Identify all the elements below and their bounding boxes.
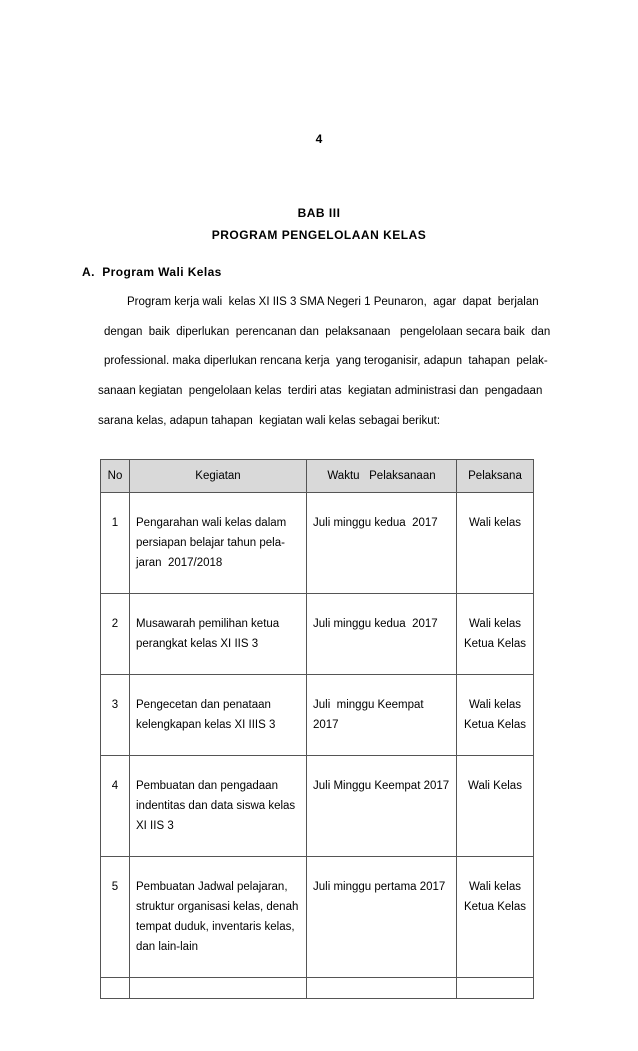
cell-kegiatan [130,857,307,978]
cell-kegiatan [130,756,307,857]
pelaksana-line: Wali kelas [469,517,521,529]
kegiatan-line: jaran 2017/2018 [136,557,223,569]
cell-kegiatan [130,675,307,756]
chapter-subtitle: PROGRAM PENGELOLAAN KELAS [211,228,427,242]
cell-pelaksana [457,493,534,594]
cell-empty [101,978,130,999]
table-header-row [101,460,534,493]
kegiatan-line: Pengecetan dan penataan [136,699,271,711]
kegiatan-line: persiapan belajar tahun pela- [136,537,285,549]
cell-empty [130,978,307,999]
cell-kegiatan [130,493,307,594]
kegiatan-line: struktur organisasi kelas, denah [136,901,299,913]
chapter-title: BAB III [297,206,341,220]
paragraph-line: professional. maka diperlukan rencana kerja yang teroganisir, adapun tahapan pelak- [104,355,548,367]
row-number: 4 [111,780,119,792]
pelaksana-line: Wali Kelas [468,780,522,792]
cell-no [101,675,130,756]
header-kegiatan: Kegiatan [130,460,307,493]
section-heading: A. Program Wali Kelas [82,265,222,279]
row-number: 5 [111,881,119,893]
page-number: 4 [315,132,323,146]
paragraph-line: dengan baik diperlukan perencanan dan pelaksanaan pengelolaan secara baik dan [104,326,551,338]
row-number: 3 [111,699,119,711]
waktu-line: Juli minggu Keempat [313,699,424,711]
kegiatan-line: tempat duduk, inventaris kelas, [136,921,295,933]
header-no: No [101,460,130,493]
pelaksana-line: Ketua Kelas [463,638,526,650]
row-number: 1 [111,517,119,529]
kegiatan-line: Musawarah pemilihan ketua [136,618,280,630]
table-row [101,756,534,857]
cell-waktu [307,675,457,756]
pelaksana-line: Ketua Kelas [463,901,526,913]
kegiatan-line: kelengkapan kelas XI IIIS 3 [136,719,276,731]
cell-no [101,756,130,857]
cell-pelaksana [457,594,534,675]
row-number: 2 [111,618,119,630]
cell-waktu [307,594,457,675]
cell-pelaksana [457,857,534,978]
cell-pelaksana [457,675,534,756]
header-pelaksana: Pelaksana [457,460,534,493]
table-row [101,594,534,675]
kegiatan-line: Pengarahan wali kelas dalam [136,517,287,529]
table-row [101,857,534,978]
cell-no [101,493,130,594]
paragraph-line: sarana kelas, adapun tahapan kegiatan wali kelas sebagai berikut: [98,415,441,427]
cell-empty [307,978,457,999]
cell-empty [457,978,534,999]
table-row [101,493,534,594]
cell-no [101,857,130,978]
pelaksana-line: Ketua Kelas [463,719,526,731]
pelaksana-line: Wali kelas [469,618,521,630]
paragraph-line: sanaan kegiatan pengelolaan kelas terdiri atas kegiatan administrasi dan pengadaan [98,385,543,397]
waktu-line: Juli Minggu Keempat 2017 [313,780,450,792]
waktu-line: Juli minggu pertama 2017 [313,881,446,893]
cell-no [101,594,130,675]
waktu-line: 2017 [313,719,339,731]
waktu-line: Juli minggu kedua 2017 [313,517,438,529]
pelaksana-line: Wali kelas [469,881,521,893]
cell-waktu [307,493,457,594]
cell-waktu [307,857,457,978]
header-waktu: Waktu Pelaksanaan [307,460,457,493]
cell-pelaksana [457,756,534,857]
kegiatan-line: Pembuatan Jadwal pelajaran, [136,881,288,893]
kegiatan-line: XI IIS 3 [136,820,174,832]
kegiatan-line: indentitas dan data siswa kelas [136,800,296,812]
table-row-empty [101,978,534,999]
cell-waktu [307,756,457,857]
cell-kegiatan [130,594,307,675]
table-row [101,675,534,756]
paragraph-line: Program kerja wali kelas XI IIS 3 SMA Negeri 1 Peunaron, agar dapat berjalan [127,296,539,308]
kegiatan-line: dan lain-lain [136,941,199,953]
kegiatan-line: perangkat kelas XI IIS 3 [136,638,259,650]
kegiatan-line: Pembuatan dan pengadaan [136,780,278,792]
pelaksana-line: Wali kelas [469,699,521,711]
program-table [100,459,534,999]
waktu-line: Juli minggu kedua 2017 [313,618,438,630]
